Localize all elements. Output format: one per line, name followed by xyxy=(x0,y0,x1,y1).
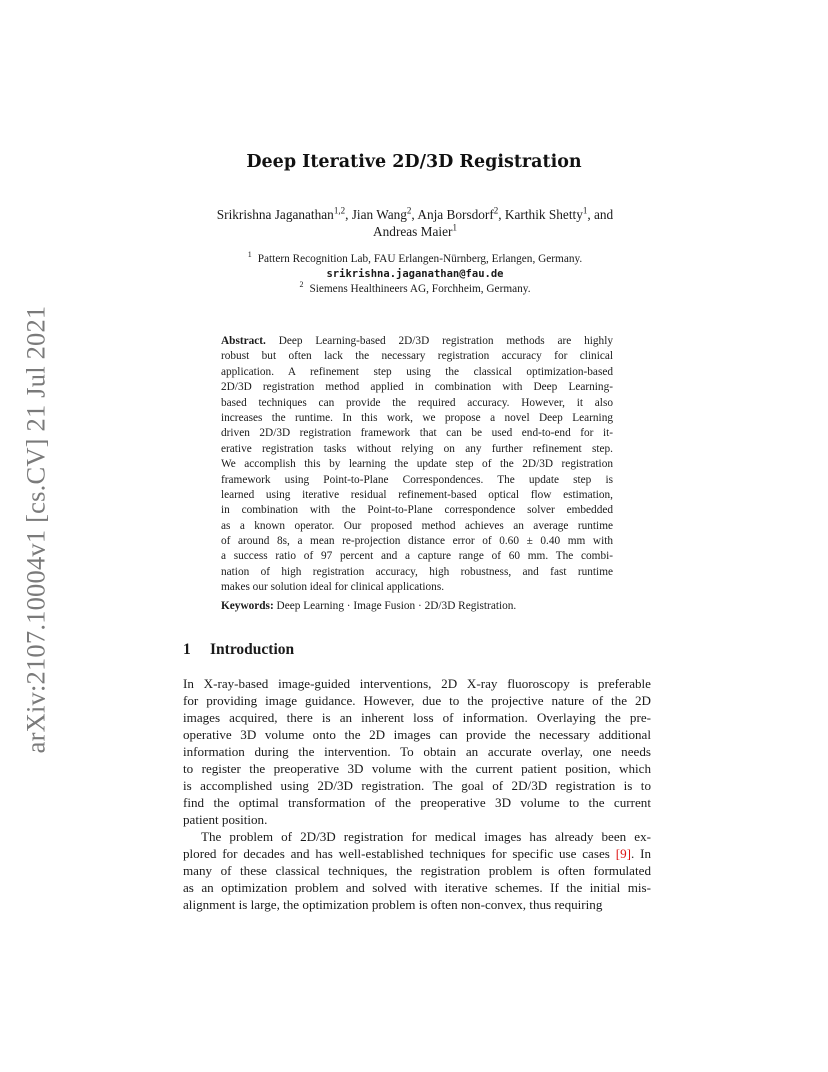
paper-title: Deep Iterative 2D/3D Registration xyxy=(246,152,582,172)
body-line: operative 3D volume onto the 2D images can provide the necessary additional xyxy=(183,727,651,742)
author-name: , Anja Borsdorf xyxy=(411,207,494,222)
abstract-line: 2D/3D registration method applied in combination with Deep Learning- xyxy=(221,381,613,394)
abstract-line: makes our solution ideal for clinical applications. xyxy=(221,581,445,594)
abstract-label: Abstract. xyxy=(221,335,266,347)
abstract-line: application. A refinement step using the classical optimization-based xyxy=(221,365,613,378)
section-title: Introduction xyxy=(210,641,295,658)
section-number: 1 xyxy=(183,641,191,658)
abstract-line: of around 8s, a mean re-projection distance error of 0.60 ± 0.40 mm with xyxy=(221,535,613,548)
abstract-line: as a known operator. Our proposed method achieves an average runtime xyxy=(221,519,613,532)
author-affil-mark: 2 xyxy=(406,205,412,216)
arxiv-identifier-text: arXiv:2107.10004v1 [cs.CV] 21 Jul 2021 xyxy=(20,305,51,753)
body-line: many of these classical techniques, the registration problem is often formulated xyxy=(183,863,651,878)
body-line: patient position. xyxy=(183,812,268,827)
author-name: , Jian Wang xyxy=(345,207,407,222)
abstract-line: learned using iterative residual refinement-based optical flow estimation, xyxy=(221,488,613,501)
affiliation-text: Siemens Healthineers AG, Forchheim, Germany. xyxy=(309,283,531,295)
author-name: , Karthik Shetty xyxy=(498,207,583,222)
author-affil-mark: 1 xyxy=(452,222,457,233)
affiliation-mark: 1 xyxy=(247,250,252,260)
paragraph-1 xyxy=(183,675,651,828)
abstract-line: erative registration tasks without relying on any further refinement step. xyxy=(221,442,613,455)
body-line: is accomplished using 2D/3D registration. The goal of 2D/3D registration is to xyxy=(183,778,651,793)
body-line: as an optimization problem and solved with iterative schemes. If the initial mis- xyxy=(183,880,651,895)
author-list xyxy=(180,206,650,240)
abstract-line: driven 2D/3D registration framework that can be used end-to-end for it- xyxy=(221,427,613,440)
affiliation-mark: 2 xyxy=(299,280,304,290)
keywords-text: Deep Learning · Image Fusion · 2D/3D Registration. xyxy=(273,600,517,612)
body-line: In X-ray-based image-guided interventions, 2D X-ray fluoroscopy is preferable xyxy=(183,676,651,691)
abstract-block xyxy=(221,334,613,596)
body-line: The problem of 2D/3D registration for medical images has already been ex- xyxy=(201,829,651,844)
arxiv-identifier xyxy=(14,296,58,762)
body-line: to register the preoperative 3D volume with the current patient position, which xyxy=(183,761,651,776)
abstract-line: based techniques can provide the required accuracy. However, it also xyxy=(221,396,613,409)
abstract-line: a success ratio of 97 percent and a capture range of 60 mm. The combi- xyxy=(221,550,613,563)
author-conjunction: , and xyxy=(587,207,614,222)
author-name: Srikrishna Jaganathan xyxy=(216,207,334,222)
affiliation-2 xyxy=(180,282,650,296)
body-line: for providing image guidance. However, due to the projective nature of the 2D xyxy=(183,693,651,708)
author-affil-mark: 1 xyxy=(582,205,588,216)
author-affil-mark: 1,2 xyxy=(333,205,346,216)
body-line: images acquired, there is an inherent loss of information. Overlaying the pre- xyxy=(183,710,651,725)
author-email: srikrishna.jaganathan@fau.de xyxy=(326,268,504,280)
abstract-line: Abstract. Deep Learning-based 2D/3D registration methods are highly xyxy=(221,335,613,347)
author-affil-mark: 2 xyxy=(493,205,499,216)
abstract-line: increases the runtime. In this work, we propose a novel Deep Learning xyxy=(221,411,613,424)
author-name: Andreas Maier xyxy=(373,224,453,239)
body-line: plored for decades and has well-established techniques for specific use cases [9]. In xyxy=(183,846,651,861)
affiliation-text: Pattern Recognition Lab, FAU Erlangen-Nürnberg, Erlangen, Germany. xyxy=(257,253,583,265)
section-heading xyxy=(183,641,294,659)
citation-link[interactable]: [9] xyxy=(615,846,631,861)
abstract-line: We accomplish this by learning the update step of the 2D/3D registration xyxy=(221,458,613,471)
abstract-line: in combination with the Point-to-Plane correspondence solver embedded xyxy=(221,504,613,517)
keywords xyxy=(221,600,613,612)
abstract-line: robust but often lack the necessary registration accuracy for clinical xyxy=(221,350,613,363)
affiliation-1 xyxy=(180,252,650,266)
body-line: alignment is large, the optimization problem is often non-convex, thus requiring xyxy=(183,897,603,912)
paragraph-2 xyxy=(183,828,651,913)
abstract-line: nation of high registration accuracy, high robustness, and fast runtime xyxy=(221,565,613,578)
keywords-label: Keywords: xyxy=(221,600,274,612)
abstract-line: framework using Point-to-Plane Correspondences. The update step is xyxy=(221,473,613,486)
body-line: information during the intervention. To obtain an accurate overlay, one needs xyxy=(183,744,651,759)
body-line: find the optimal transformation of the preoperative 3D volume to the current xyxy=(183,795,651,810)
